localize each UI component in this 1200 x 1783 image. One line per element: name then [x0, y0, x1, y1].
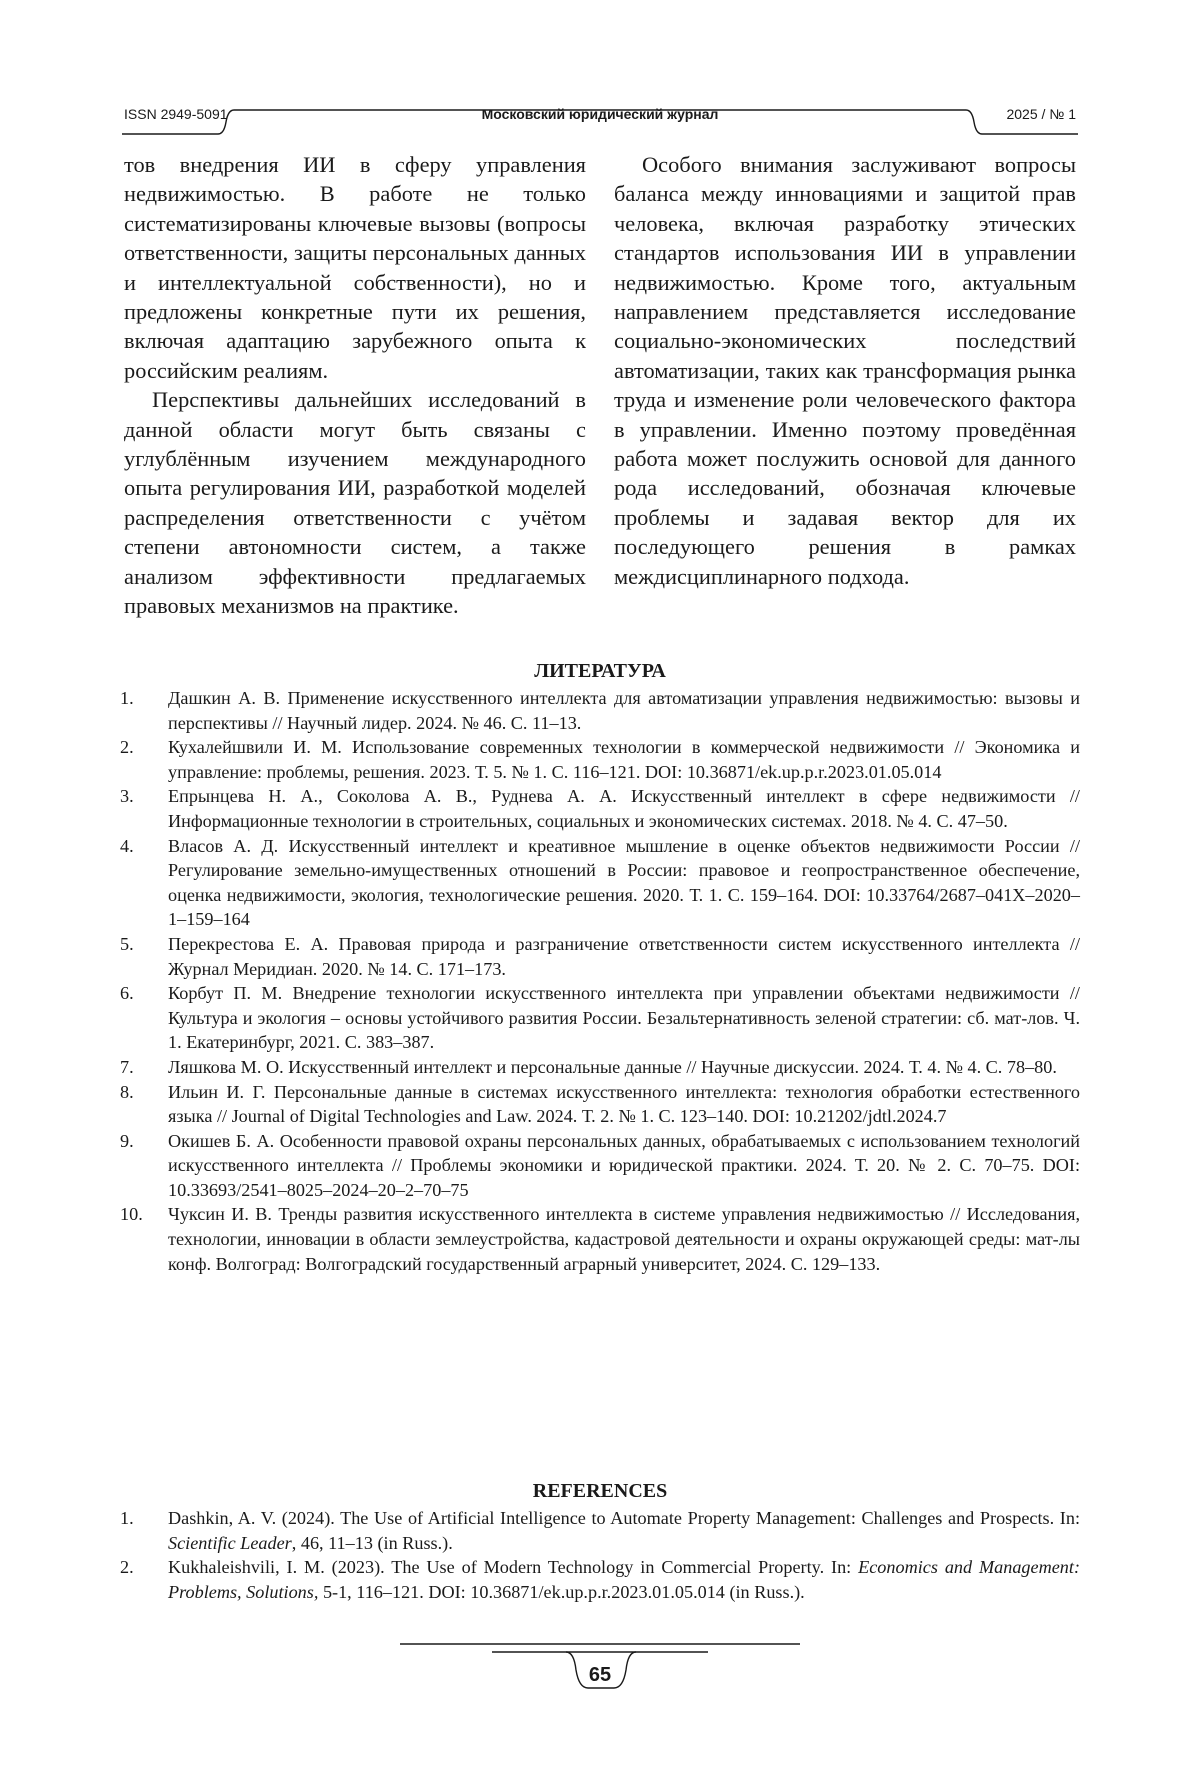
- list-item: 3. Епрынцева Н. А., Соколова А. В., Руднева А. А. Искусственный интеллект в сфере недвижимости // Информационные технологии в строительных, социальных и экономических системах. 2018. № 4. С. 47–50.: [120, 786, 1080, 831]
- list-item: 2. Kukhaleishvili, I. M. (2023). The Use of Modern Technology in Commercial Property. In: Economics and Management: Problems, Solutions, 5-1, 116–121. DOI: 10.36871/ek.up.p.r.2023.01.05.014 (in Russ.).: [120, 1557, 1081, 1602]
- list-item: 4. Власов А. Д. Искусственный интеллект и креативное мышление в оценке объектов недвижимости России // Регулирование земельно-имущественных отношений в России: правовое и геопространственное обеспечение, оценка недвижимости, экология, технологические решения. 2020. Т. 1. С. 159–164. DOI: 10.33764/2687–041X–2020–1–159–164: [120, 835, 1080, 930]
- list-item: 2. Кухалейшвили И. М. Использование современных технологии в коммерческой недвижимости // Экономика и управление: проблемы, решения. 2023. Т. 5. № 1. С. 116–121. DOI: 10.36871/ek.up.p.r.2023.01.05.014: [120, 737, 1080, 782]
- page-footer: [400, 1642, 800, 1702]
- paragraph: Перспективы дальнейших исследований в данной области могут быть связаны с углублённым изучением международного опыта регулирования ИИ, разработкой моделей распределения ответственности с учётом степени автономности систем, а также анализом эффективности предлагаемых правовых механизмов на практике.: [124, 387, 586, 619]
- page-number: 65: [588, 1664, 612, 1686]
- list-item: 6. Корбут П. М. Внедрение технологии искусственного интеллекта при управлении объектами недвижимости // Культура и экология – основы устойчивого развития России. Безальтернативность зеленой стратегии: сб. мат-лов. Ч. 1. Екатеринбург, 2021. С. 383–387.: [120, 983, 1080, 1053]
- list-item: 1. Dashkin, A. V. (2024). The Use of Artificial Intelligence to Automate Property Management: Challenges and Prospects. In: Scientific Leader, 46, 11–13 (in Russ.).: [120, 1508, 1080, 1553]
- journal-title: Московский юридический журнал: [481, 106, 719, 122]
- body-column-left: [124, 150, 586, 621]
- literature-list: [120, 686, 1080, 1276]
- references-list: [120, 1506, 1080, 1604]
- running-header: [120, 92, 1080, 142]
- list-item: 7. Ляшкова М. О. Искусственный интеллект и персональные данные // Научные дискуссии. 2024. Т. 4. № 4. С. 78–80.: [120, 1056, 1057, 1077]
- list-item: 10. Чуксин И. В. Тренды развития искусственного интеллекта в системе управления недвижимостью // Исследования, технологии, инновации в области землеустройства, кадастровой деятельности и охраны окружающей среды: мат-лы конф. Волгоград: Волгоградский государственный аграрный университет, 2024. С. 129–133.: [120, 1204, 1080, 1274]
- list-item: 1. Дашкин А. В. Применение искусственного интеллекта для автоматизации управления недвижимостью: вызовы и перспективы // Научный лидер. 2024. № 46. С. 11–13.: [120, 688, 1080, 733]
- list-item: 5. Перекрестова Е. А. Правовая природа и разграничение ответственности систем искусственного интеллекта // Журнал Меридиан. 2020. № 14. С. 171–173.: [120, 933, 1080, 979]
- paragraph: Особого внимания заслуживают вопросы баланса между инновациями и защитой прав человека, включая разработку этических стандартов использования ИИ в управлении недвижимостью. Кроме того, актуальным направлением представляется исследование социально-экономических последствий автоматизации, таких как трансформация рынка труда и изменение роли человеческого фактора в управлении. Именно поэтому проведённая работа может послужить основой для данного рода исследований, обозначая ключевые проблемы и задавая вектор для их последующего решения в рамках междисциплинарного подхода.: [614, 152, 1076, 589]
- literature-heading: ЛИТЕРАТУРА: [534, 660, 666, 682]
- issue-number: 2025 / № 1: [1006, 106, 1076, 122]
- list-item: 8. Ильин И. Г. Персональные данные в системах искусственного интеллекта: технология обработки естественного языка // Journal of Digital Technologies and Law. 2024. Т. 2. № 1. С. 123–140. DOI: 10.21202/jdtl.2024.7: [120, 1081, 1080, 1127]
- issn: ISSN 2949-5091: [124, 106, 228, 122]
- body-column-right: [614, 150, 1076, 591]
- paragraph: тов внедрения ИИ в сферу управления недвижимостью. В работе не только систематизированы ключевые вызовы (вопросы ответственности, защиты персональных данных и интеллектуальной собственности), но и предложены конкретные пути их решения, включая адаптацию зарубежного опыта к российским реалиям.: [124, 152, 586, 383]
- list-item: 9. Окишев Б. А. Особенности правовой охраны персональных данных, обрабатываемых с использованием технологий искусственного интеллекта // Проблемы экономики и юридической практики. 2024. Т. 20. № 2. С. 70–75. DOI: 10.33693/2541–8025–2024–20–2–70–75: [120, 1130, 1080, 1200]
- references-heading: REFERENCES: [532, 1480, 668, 1502]
